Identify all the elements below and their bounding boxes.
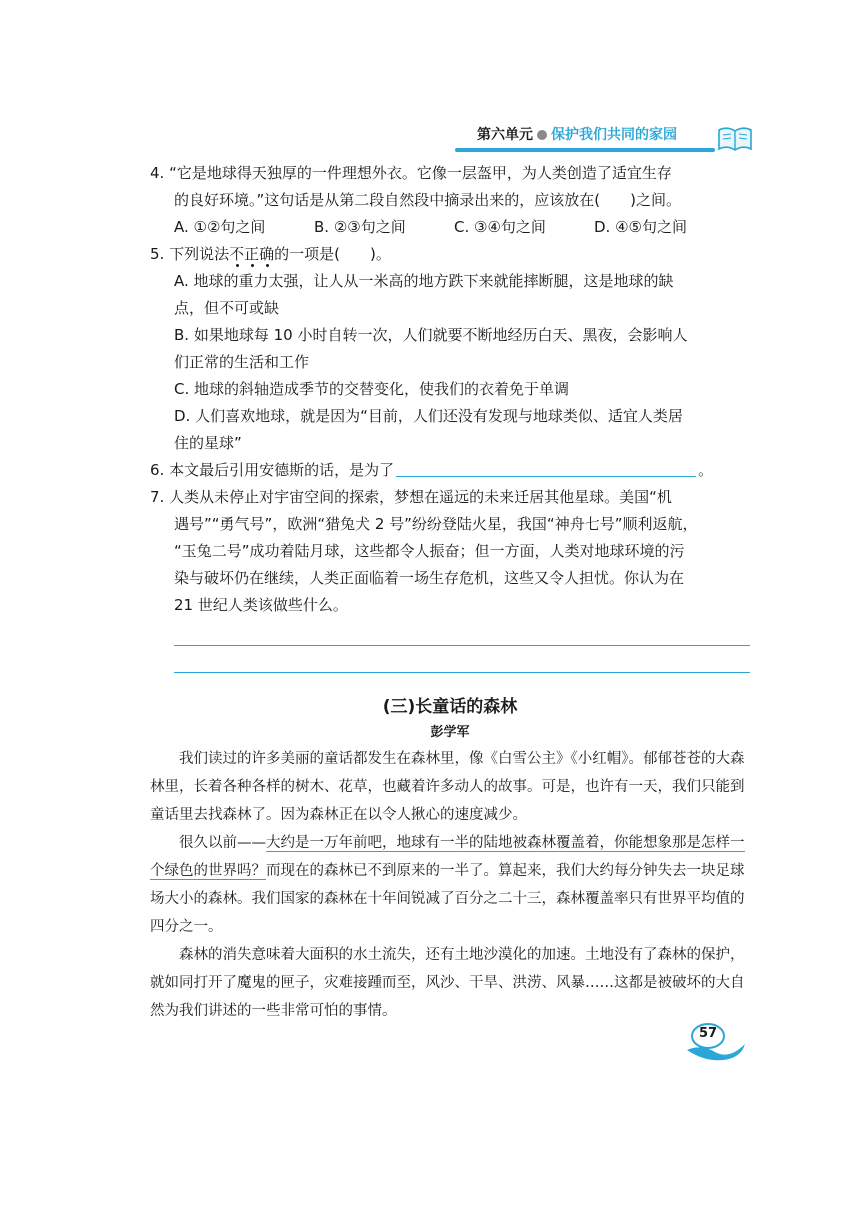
question-5-option-c[interactable]: C. 地球的斜轴造成季节的交替变化，使我们的衣着免于单调 <box>174 380 570 398</box>
question-4-line1: 4. “它是地球得天独厚的一件理想外衣。它像一层盔甲，为人类创造了适宜生存 <box>150 164 672 182</box>
question-7-line5: 21 世纪人类该做些什么。 <box>174 596 348 614</box>
question-6-end: 。 <box>698 461 714 479</box>
paragraph-2-end: 而现在的森林已不到原来的一半了。算起来，我们大约每分钟失去一块足球场大小的森林。我们国家的森林在十年间锐减了百分之二十三，森林覆盖率只有世界平均值的四分之一。 <box>150 863 745 935</box>
question-5-option-a[interactable]: A. 地球的重力太强，让人从一米高的地方跌下来就能摔断腿，这是地球的缺 <box>174 272 674 290</box>
author-name: 彭学军 <box>430 725 470 740</box>
unit-theme: 保护我们共同的家园 <box>551 127 677 143</box>
question-5-option-a-cont: 点，但不可或缺 <box>174 299 280 317</box>
question-5-stem <box>150 241 750 268</box>
open-book-icon <box>717 124 753 152</box>
emphasis-char: 正 <box>244 245 260 263</box>
question-5-option-d-cont: 住的星球” <box>174 434 242 452</box>
question-5-option-d[interactable]: D. 人们喜欢地球，就是因为“目前，人们还没有发现与地球类似、适宜人类居 <box>174 407 683 425</box>
question-5-stem-post: 的一项是( )。 <box>274 245 391 263</box>
emphasis-char: 确 <box>259 245 275 263</box>
header-rule <box>455 148 715 152</box>
unit-label: 第六单元 <box>477 127 533 143</box>
page-number: 57 <box>698 1026 718 1041</box>
question-4-line2: 的良好环境。”这句话是从第二段自然段中摘录出来的，应该放在( )之间。 <box>174 191 681 209</box>
underlined-sentence: 大约是一万年前吧，地球有一半的陆地被森林覆盖着，你能想象那是怎样一个绿色的世界吗？ <box>150 835 745 879</box>
answer-line[interactable] <box>174 619 750 646</box>
question-6 <box>150 457 750 484</box>
question-5-option-b-cont: 们正常的生活和工作 <box>174 353 310 371</box>
paragraph-2-start: 很久以前—— <box>179 835 266 851</box>
question-5-stem-pre: 5. 下列说法 <box>150 245 230 263</box>
article-paragraph-2 <box>150 829 750 941</box>
unit-header <box>455 120 755 150</box>
emphasis-char: 不 <box>229 245 245 263</box>
option-c[interactable]: C. ③④句之间 <box>454 218 546 236</box>
answer-line[interactable] <box>174 646 750 673</box>
option-b[interactable]: B. ②③句之间 <box>314 218 406 236</box>
section-title: (三)长童话的森林 <box>382 697 518 717</box>
page-content <box>150 160 750 1025</box>
question-7-line3: “玉兔二号”成功着陆月球，这些都令人振奋；但一方面，人类对地球环境的污 <box>174 542 685 560</box>
question-7-line2: 遇号”“勇气号”，欧洲“猎兔犬 2 号”纷纷登陆火星，我国“神舟七号”顺利返航， <box>174 515 698 533</box>
page-number-badge <box>683 1022 747 1062</box>
option-d[interactable]: D. ④⑤句之间 <box>594 218 687 236</box>
article-paragraph-3: 森林的消失意味着大面积的水土流失，还有土地沙漠化的加速。土地没有了森林的保护，就如同打开了魔鬼的匣子，灾难接踵而至，风沙、干旱、洪涝、风暴……这都是被破坏的大自然为我们讲述的一些非常可怕的事情。 <box>150 947 745 1019</box>
option-a[interactable]: A. ①②句之间 <box>174 218 266 236</box>
question-4-options <box>150 214 750 241</box>
question-6-text: 6. 本文最后引用安德斯的话，是为了 <box>150 461 395 479</box>
header-title <box>477 124 677 144</box>
question-7-line4: 染与破坏仍在继续，人类正面临着一场生存危机，这些又令人担忧。你认为在 <box>174 569 685 587</box>
article-body <box>150 745 750 1025</box>
bullet-dot <box>537 130 547 140</box>
question-5-option-b[interactable]: B. 如果地球每 10 小时自转一次，人们就要不断地经历白天、黑夜，会影响人 <box>174 326 688 344</box>
article-paragraph-1: 我们读过的许多美丽的童话都发生在森林里，像《白雪公主》《小红帽》。郁郁苍苍的大森林里，长着各种各样的树木、花草，也藏着许多动人的故事。可是，也许有一天，我们只能到童话里去找森林了。因为森林正在以令人揪心的速度减少。 <box>150 751 745 823</box>
answer-blank[interactable] <box>396 458 696 477</box>
question-7-line1: 7. 人类从未停止对宇宙空间的探索，梦想在遥远的未来迁居其他星球。美国“机 <box>150 488 672 506</box>
